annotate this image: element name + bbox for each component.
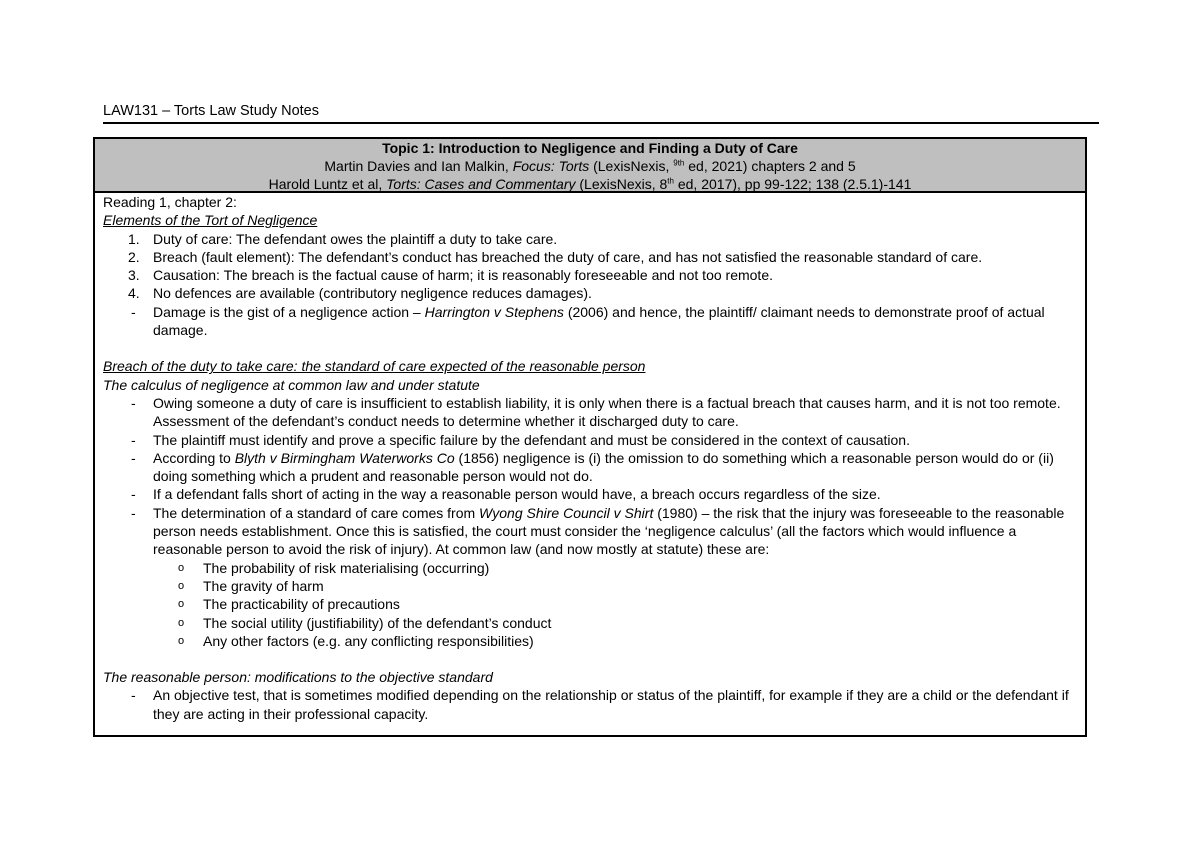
list-item: - If a defendant falls short of acting in the way a reasonable person would have, a breach occurs regardless of the size. [131, 486, 881, 503]
sub-list-item: o The gravity of harm [178, 577, 324, 594]
list-item: - The determination of a standard of care comes from Wyong Shire Council v Shirt (1980) – the risk that the injury was foreseeable to the reasonable person needs establishment. Once this is satisfied, the court must consider the ‘negligence calculus’ (all the factors which would influence a reasonable person to avoid the risk of injury). At common law (and now mostly at statute) these are: [131, 504, 1065, 558]
reference-luntz: Harold Luntz et al, Torts: Cases and Commentary (LexisNexis, 8th ed, 2017), pp 99-122; 138 (2.5.1)-141 [268, 176, 912, 192]
reading-label: Reading 1, chapter 2: [103, 194, 237, 210]
circle-bullet-marker: o [178, 579, 185, 592]
list-marker: 4. [128, 285, 140, 302]
case-name: Harrington v Stephens [424, 303, 564, 320]
dash-marker: - [131, 431, 136, 448]
circle-bullet-marker: o [178, 634, 185, 647]
circle-bullet-marker: o [178, 561, 185, 574]
spacer [103, 650, 1077, 668]
book-title-focus-torts: Focus: Torts [512, 158, 590, 174]
sub-list-item: o The social utility (justifiability) of the defendant’s conduct [178, 614, 552, 631]
notes-table [93, 137, 1087, 737]
book-title-cases-commentary: Torts: Cases and Commentary [386, 176, 576, 192]
list-item: 1. Duty of care: The defendant owes the plaintiff a duty to take care. [128, 230, 558, 247]
edition-superscript: th [667, 176, 674, 186]
sub-list-item: o The probability of risk materialising (occurring) [178, 559, 490, 576]
breach-heading: Breach of the duty to take care: the standard of care expected of the reasonable person [103, 358, 646, 375]
list-item: 4. No defences are available (contributory negligence reduces damages). [128, 285, 592, 302]
topic-header [95, 139, 1085, 193]
dash-marker: - [131, 486, 136, 503]
dash-marker: - [131, 504, 136, 521]
list-item: 2. Breach (fault element): The defendant’s conduct has breached the duty of care, and has not satisfied the reasonable standard of care. [128, 248, 983, 265]
case-name: Blyth v Birmingham Waterworks Co [234, 449, 455, 466]
spacer [103, 339, 1077, 357]
dash-marker: - [131, 449, 136, 466]
notes-content [95, 193, 1085, 723]
edition-superscript: 9th [673, 158, 685, 168]
elements-heading: Elements of the Tort of Negligence [103, 212, 318, 229]
dash-marker: - [131, 687, 136, 704]
circle-bullet-marker: o [178, 598, 185, 611]
list-marker: 3. [128, 267, 140, 284]
list-item: 3. Causation: The breach is the factual cause of harm; it is reasonably foreseeable and not too remote. [128, 267, 773, 284]
list-item: - Damage is the gist of a negligence action – Harrington v Stephens (2006) and hence, the plaintiff/ claimant needs to demonstrate proof of actual damage. [131, 303, 1045, 339]
list-marker: 1. [128, 230, 140, 247]
list-item: - According to Blyth v Birmingham Waterworks Co (1856) negligence is (i) the omission to do something which a reasonable person would do or (ii) doing something which a prudent and reasonable person would not do. [131, 449, 1054, 485]
case-name: Wyong Shire Council v Shirt [479, 504, 654, 521]
calculus-subheading: The calculus of negligence at common law and under statute [103, 376, 480, 393]
list-item: - Owing someone a duty of care is insufficient to establish liability, it is only when there is a factual breach that causes harm, and it is not too remote. Assessment of the defendant’s conduct needs to determine whether it discharged duty to care. [131, 394, 1061, 430]
list-item: - An objective test, that is sometimes modified depending on the relationship or status of the plaintiff, for example if they are a child or the defendant if they are acting in their professional capacity. [131, 687, 1069, 722]
reasonable-person-heading: The reasonable person: modifications to the objective standard [103, 669, 493, 686]
circle-bullet-marker: o [178, 616, 185, 629]
reference-davies: Martin Davies and Ian Malkin, Focus: Torts (LexisNexis, $^{9th}$ ed, 2021) chapters 2 and 5 [324, 158, 856, 174]
document-header [103, 102, 1099, 124]
dash-marker: - [131, 394, 136, 411]
dash-marker: - [131, 303, 136, 320]
sub-list-item: o Any other factors (e.g. any conflicting responsibilities) [178, 632, 534, 649]
topic-title: Topic 1: Introduction to Negligence and Finding a Duty of Care [382, 140, 798, 156]
sub-list-item: o The practicability of precautions [178, 596, 400, 613]
list-item: - The plaintiff must identify and prove a specific failure by the defendant and must be considered in the context of causation. [131, 431, 910, 448]
list-marker: 2. [128, 248, 140, 265]
course-title: LAW131 – Torts Law Study Notes [103, 103, 319, 119]
